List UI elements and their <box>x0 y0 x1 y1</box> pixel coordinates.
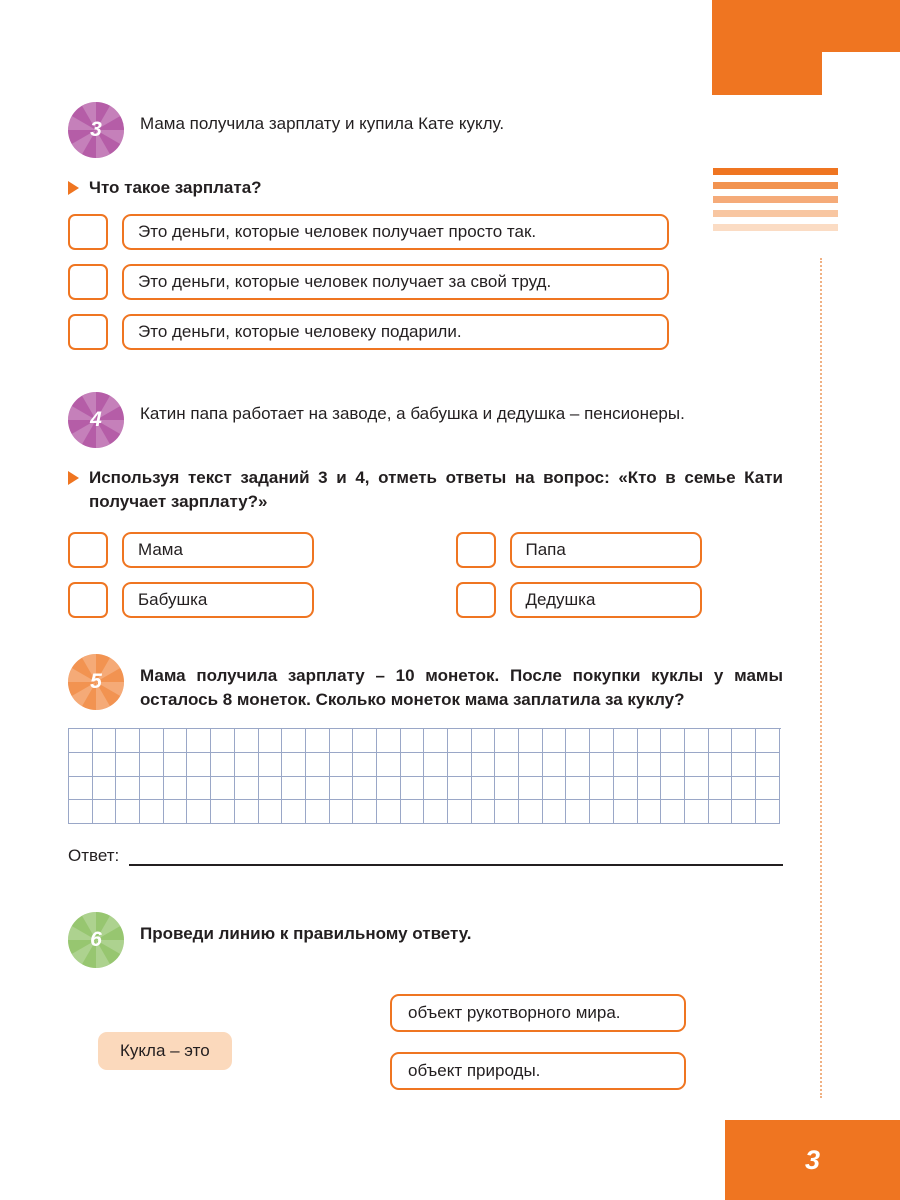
grid-cell[interactable] <box>543 800 567 824</box>
grid-cell[interactable] <box>709 800 733 824</box>
grid-cell[interactable] <box>519 800 543 824</box>
grid-cell[interactable] <box>661 753 685 777</box>
task-4-number: 4 <box>90 408 102 431</box>
grid-cell[interactable] <box>116 753 140 777</box>
grid-cell[interactable] <box>259 753 283 777</box>
grid-cell[interactable] <box>259 729 283 753</box>
grid-cell[interactable] <box>685 729 709 753</box>
grid-cell[interactable] <box>140 753 164 777</box>
task-3-option-2-label[interactable]: Это деньги, которые человек получает за свой труд. <box>122 264 669 300</box>
grid-cell[interactable] <box>93 777 117 801</box>
grid-cell[interactable] <box>377 729 401 753</box>
grid-cell[interactable] <box>282 729 306 753</box>
task-6-number-badge <box>68 912 124 968</box>
grid-cell[interactable] <box>69 729 93 753</box>
task-5-statement: Мама получила зарплату – 10 монеток. После покупки куклы у мамы осталось 8 монеток. Сколько монеток мама заплатила за куклу? <box>140 666 783 710</box>
triangle-bullet-icon <box>68 181 79 195</box>
triangle-bullet-icon <box>68 471 79 485</box>
grid-cell[interactable] <box>401 729 425 753</box>
task-4-option-3-label[interactable]: Бабушка <box>122 582 314 618</box>
task-6 <box>68 918 783 1104</box>
task-4-option-2-label[interactable]: Папа <box>510 532 702 568</box>
task-3-option-3[interactable] <box>68 314 783 350</box>
page-number-text: 3 <box>804 1144 821 1175</box>
grid-cell[interactable] <box>306 800 330 824</box>
grid-cell[interactable] <box>187 777 211 801</box>
task-4-statement: Катин папа работает на заводе, а бабушка и дедушка – пенсионеры. <box>140 404 685 423</box>
task-3-number: 3 <box>90 118 102 141</box>
grid-cell[interactable] <box>211 800 235 824</box>
task-4-option-4[interactable] <box>456 582 784 618</box>
grid-cell[interactable] <box>282 777 306 801</box>
task-4-option-1-label[interactable]: Мама <box>122 532 314 568</box>
grid-cell[interactable] <box>614 777 638 801</box>
grid-cell[interactable] <box>732 729 756 753</box>
grid-cell[interactable] <box>235 777 259 801</box>
grid-cell[interactable] <box>732 753 756 777</box>
grid-cell[interactable] <box>140 729 164 753</box>
grid-cell[interactable] <box>116 800 140 824</box>
grid-cell[interactable] <box>140 777 164 801</box>
grid-cell[interactable] <box>495 800 519 824</box>
grid-cell[interactable] <box>187 753 211 777</box>
grid-cell[interactable] <box>211 729 235 753</box>
grid-cell[interactable] <box>164 753 188 777</box>
grid-cell[interactable] <box>448 729 472 753</box>
task-3-statement: Мама получила зарплату и купила Кате куклу. <box>140 114 505 133</box>
grid-cell[interactable] <box>495 729 519 753</box>
grid-cell[interactable] <box>448 753 472 777</box>
grid-cell[interactable] <box>566 777 590 801</box>
grid-cell[interactable] <box>448 800 472 824</box>
grid-cell[interactable] <box>377 800 401 824</box>
grid-cell[interactable] <box>330 777 354 801</box>
task-4-option-3[interactable] <box>68 582 426 618</box>
answer-label: Ответ: <box>68 846 120 865</box>
grid-cell[interactable] <box>638 777 662 801</box>
grid-cell[interactable] <box>732 777 756 801</box>
grid-cell[interactable] <box>448 777 472 801</box>
grid-cell[interactable] <box>614 800 638 824</box>
grid-cell[interactable] <box>235 800 259 824</box>
grid-cell[interactable] <box>424 800 448 824</box>
corner-decoration-square-small <box>822 0 900 52</box>
grid-cell[interactable] <box>330 800 354 824</box>
grid-cell[interactable] <box>756 800 780 824</box>
grid-cell[interactable] <box>424 729 448 753</box>
grid-row <box>69 800 781 824</box>
grid-cell[interactable] <box>495 777 519 801</box>
task-6-header <box>68 918 783 968</box>
grid-cell[interactable] <box>685 800 709 824</box>
grid-cell[interactable] <box>543 777 567 801</box>
grid-cell[interactable] <box>590 800 614 824</box>
checkbox[interactable] <box>456 582 496 618</box>
grid-cell[interactable] <box>330 729 354 753</box>
grid-cell[interactable] <box>306 777 330 801</box>
grid-cell[interactable] <box>638 800 662 824</box>
answer-write-rule[interactable] <box>129 850 783 866</box>
task-4-option-cell <box>426 568 784 618</box>
grid-cell[interactable] <box>401 777 425 801</box>
checkbox[interactable] <box>68 264 108 300</box>
grid-cell[interactable] <box>235 729 259 753</box>
task-4-option-cell <box>68 518 426 568</box>
grid-cell[interactable] <box>756 777 780 801</box>
task-3-option-2[interactable] <box>68 264 783 300</box>
grid-cell[interactable] <box>330 753 354 777</box>
grid-cell[interactable] <box>116 777 140 801</box>
task-4-option-cell <box>68 568 426 618</box>
task-3-prompt <box>68 176 783 200</box>
grid-cell[interactable] <box>543 729 567 753</box>
task-4-prompt <box>68 466 783 514</box>
grid-row <box>69 753 781 777</box>
checkbox[interactable] <box>68 214 108 250</box>
task-6-matching-area <box>68 994 783 1104</box>
grid-cell[interactable] <box>211 777 235 801</box>
task-5-answer-line[interactable] <box>68 846 783 866</box>
grid-cell[interactable] <box>306 753 330 777</box>
grid-cell[interactable] <box>566 729 590 753</box>
task-4-number-badge <box>68 392 124 448</box>
grid-cell[interactable] <box>93 800 117 824</box>
grid-cell[interactable] <box>472 753 496 777</box>
grid-cell[interactable] <box>353 753 377 777</box>
task-3-header <box>68 108 783 158</box>
grid-cell[interactable] <box>495 753 519 777</box>
grid-cell[interactable] <box>756 753 780 777</box>
grid-cell[interactable] <box>164 777 188 801</box>
grid-cell[interactable] <box>472 729 496 753</box>
checkbox[interactable] <box>68 532 108 568</box>
squared-answer-grid[interactable] <box>68 728 781 824</box>
task-3-option-1-label[interactable]: Это деньги, которые человек получает просто так. <box>122 214 669 250</box>
grid-cell[interactable] <box>69 800 93 824</box>
checkbox[interactable] <box>68 314 108 350</box>
grid-cell[interactable] <box>187 800 211 824</box>
grid-cell[interactable] <box>259 800 283 824</box>
task-6-right-pill-1[interactable]: объект рукотворного мира. <box>390 994 686 1032</box>
task-6-left-pill[interactable]: Кукла – это <box>98 1032 232 1070</box>
grid-cell[interactable] <box>566 753 590 777</box>
grid-cell[interactable] <box>519 777 543 801</box>
checkbox[interactable] <box>68 582 108 618</box>
grid-cell[interactable] <box>377 777 401 801</box>
grid-cell[interactable] <box>69 753 93 777</box>
grid-cell[interactable] <box>353 800 377 824</box>
grid-cell[interactable] <box>424 777 448 801</box>
task-3 <box>68 108 783 350</box>
grid-row <box>69 777 781 801</box>
task-4-prompt-text: Используя текст заданий 3 и 4, отметь ответы на вопрос: «Кто в семье Кати получает зарплату?» <box>89 468 783 512</box>
task-5-number-badge <box>68 654 124 710</box>
grid-cell[interactable] <box>709 777 733 801</box>
grid-cell[interactable] <box>543 753 567 777</box>
grid-cell[interactable] <box>259 777 283 801</box>
grid-cell[interactable] <box>638 729 662 753</box>
grid-cell[interactable] <box>756 729 780 753</box>
task-4-options <box>68 518 783 618</box>
grid-cell[interactable] <box>164 729 188 753</box>
task-6-number: 6 <box>90 928 102 951</box>
grid-cell[interactable] <box>590 729 614 753</box>
grid-cell[interactable] <box>401 753 425 777</box>
grid-cell[interactable] <box>306 729 330 753</box>
grid-cell[interactable] <box>661 777 685 801</box>
grid-cell[interactable] <box>211 753 235 777</box>
grid-cell[interactable] <box>661 800 685 824</box>
task-4-option-2[interactable] <box>456 532 784 568</box>
task-6-right-pill-2[interactable]: объект природы. <box>390 1052 686 1090</box>
grid-cell[interactable] <box>235 753 259 777</box>
grid-cell[interactable] <box>661 729 685 753</box>
grid-cell[interactable] <box>709 753 733 777</box>
grid-cell[interactable] <box>282 800 306 824</box>
grid-cell[interactable] <box>282 753 306 777</box>
checkbox[interactable] <box>456 532 496 568</box>
grid-cell[interactable] <box>519 729 543 753</box>
grid-cell[interactable] <box>187 729 211 753</box>
grid-cell[interactable] <box>472 800 496 824</box>
task-3-option-1[interactable] <box>68 214 783 250</box>
grid-cell[interactable] <box>116 729 140 753</box>
grid-cell[interactable] <box>472 777 496 801</box>
grid-cell[interactable] <box>638 753 662 777</box>
task-3-prompt-text: Что такое зарплата? <box>89 178 262 197</box>
task-4-header <box>68 398 783 448</box>
task-3-option-3-label[interactable]: Это деньги, которые человеку подарили. <box>122 314 669 350</box>
grid-cell[interactable] <box>732 800 756 824</box>
grid-row <box>69 729 781 753</box>
grid-cell[interactable] <box>685 753 709 777</box>
grid-cell[interactable] <box>519 753 543 777</box>
task-4-option-4-label[interactable]: Дедушка <box>510 582 702 618</box>
grid-cell[interactable] <box>164 800 188 824</box>
grid-cell[interactable] <box>590 753 614 777</box>
grid-cell[interactable] <box>614 753 638 777</box>
grid-cell[interactable] <box>377 753 401 777</box>
grid-cell[interactable] <box>614 729 638 753</box>
grid-cell[interactable] <box>140 800 164 824</box>
task-4-option-cell <box>426 518 784 568</box>
task-5-header <box>68 660 783 712</box>
task-4-option-1[interactable] <box>68 532 426 568</box>
grid-cell[interactable] <box>709 729 733 753</box>
task-5-number: 5 <box>90 670 102 693</box>
task-6-statement: Проведи линию к правильному ответу. <box>140 924 472 943</box>
grid-cell[interactable] <box>566 800 590 824</box>
grid-cell[interactable] <box>401 800 425 824</box>
grid-cell[interactable] <box>93 729 117 753</box>
grid-cell[interactable] <box>93 753 117 777</box>
task-3-number-badge <box>68 102 124 158</box>
grid-cell[interactable] <box>69 777 93 801</box>
dotted-vertical-rule <box>820 258 822 1098</box>
grid-cell[interactable] <box>590 777 614 801</box>
grid-cell[interactable] <box>424 753 448 777</box>
grid-cell[interactable] <box>685 777 709 801</box>
grid-cell[interactable] <box>353 729 377 753</box>
task-4 <box>68 398 783 618</box>
task-5 <box>68 660 783 866</box>
grid-cell[interactable] <box>353 777 377 801</box>
